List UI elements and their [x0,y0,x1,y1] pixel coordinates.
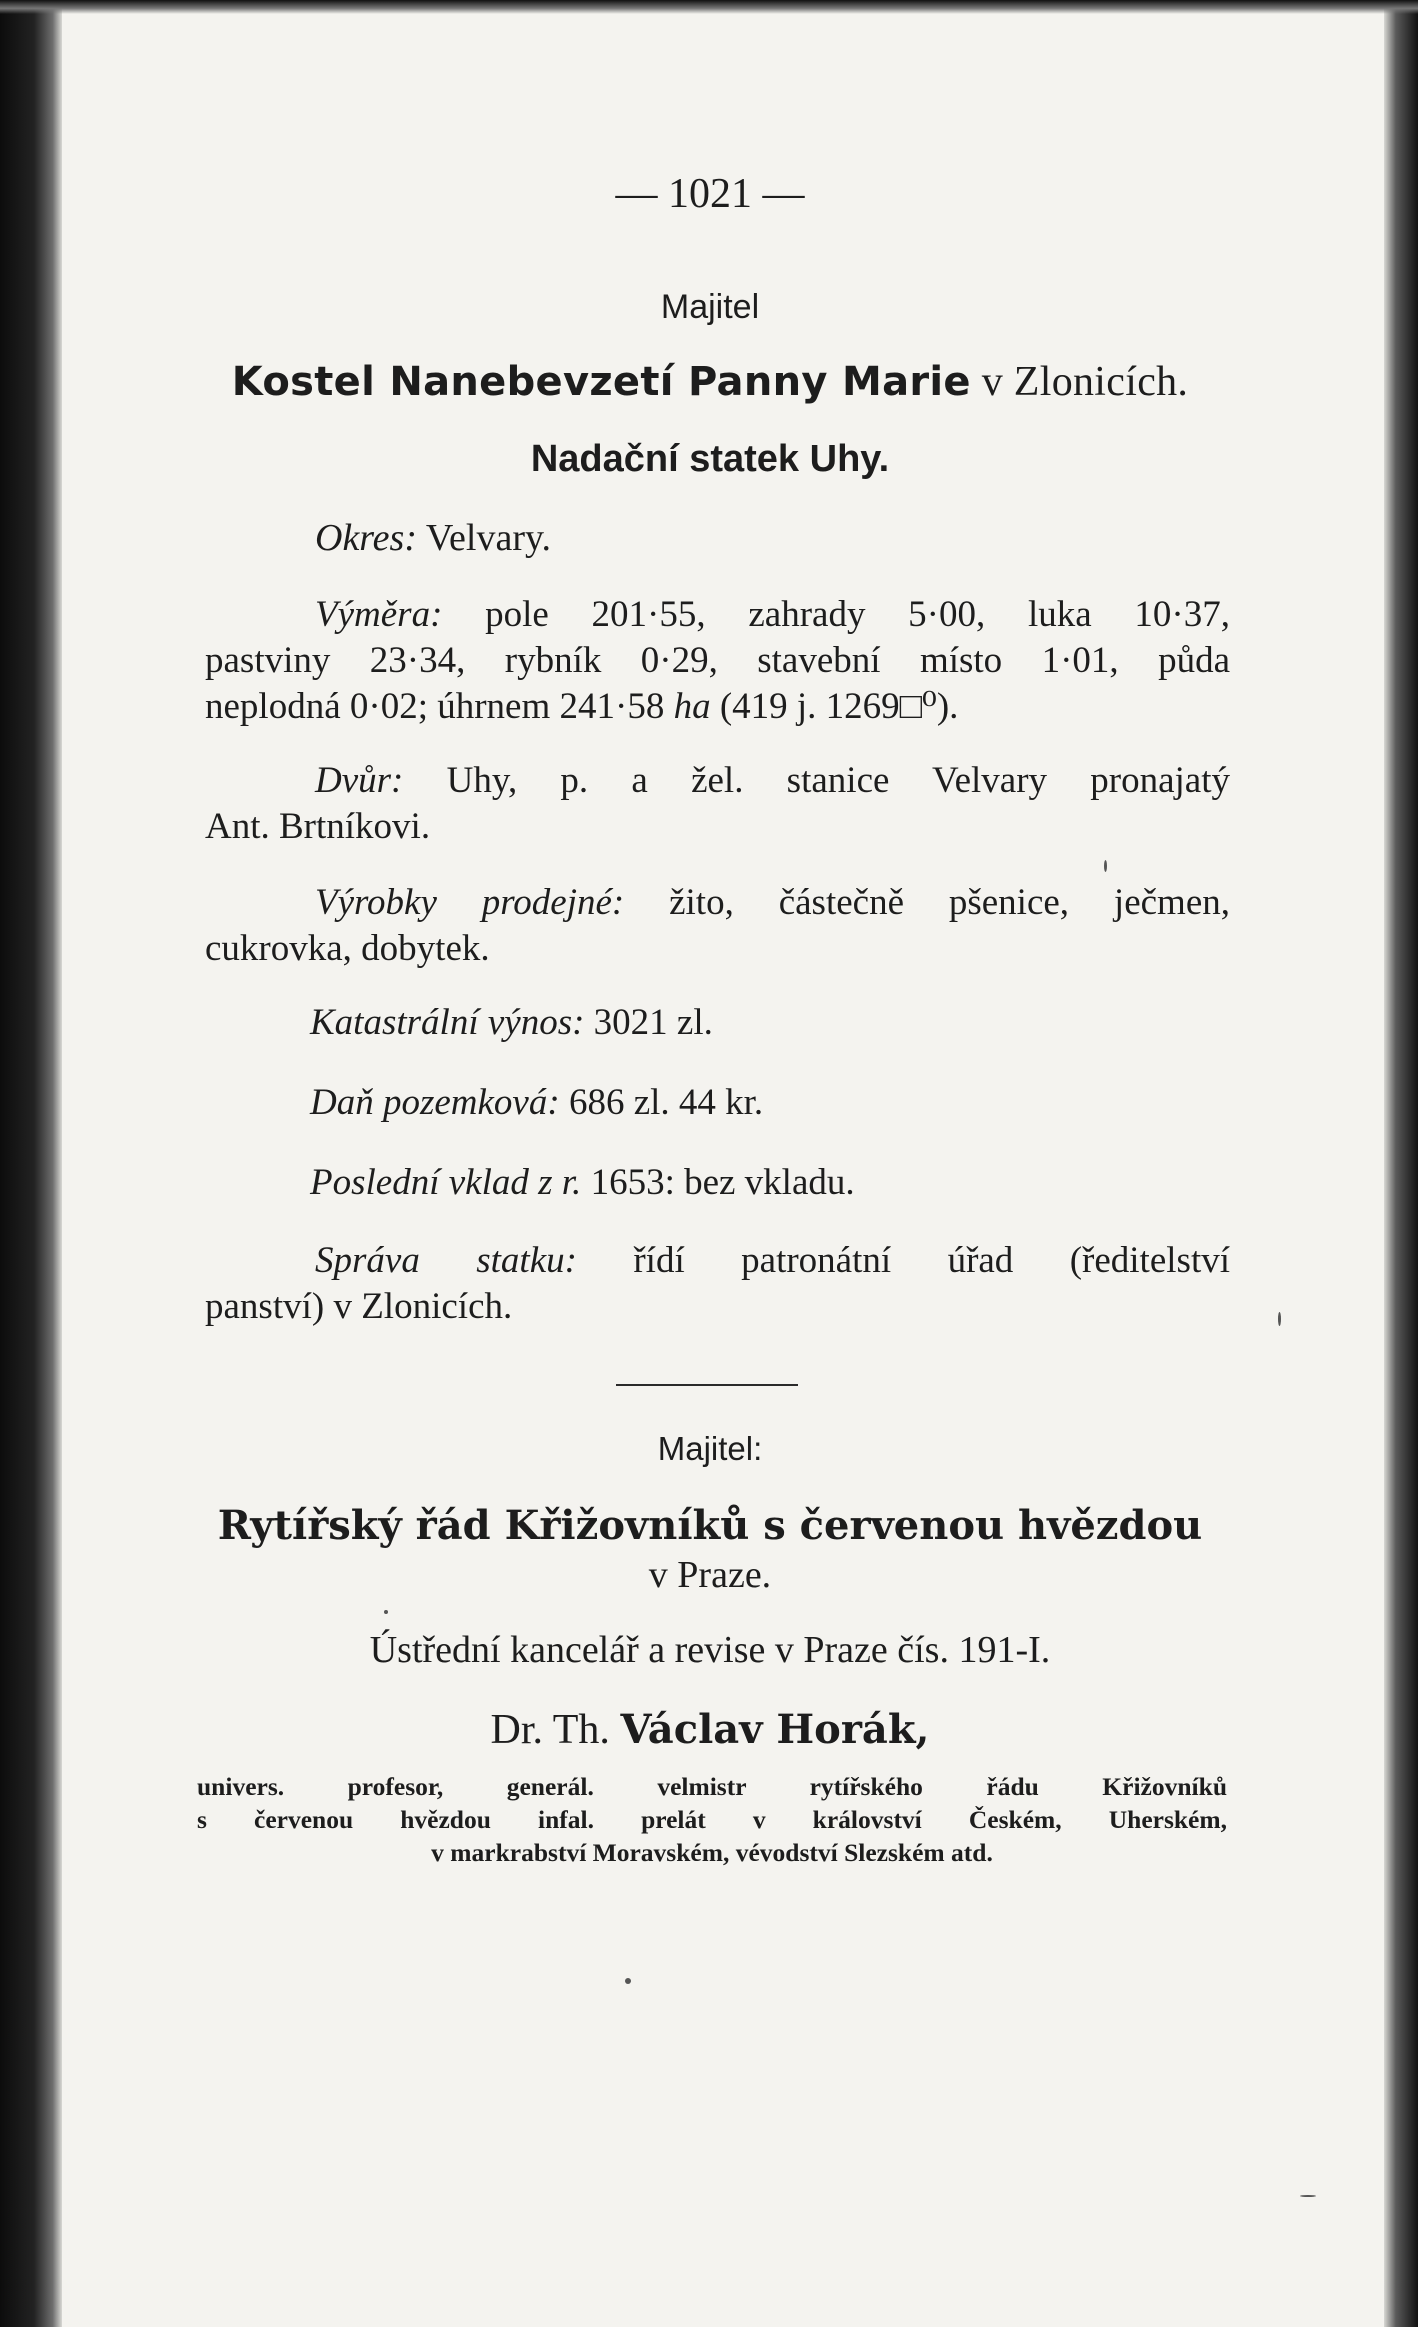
vklad-value: 1653: bez vkladu. [590,1162,855,1203]
section-divider [616,1384,798,1386]
scan-edge-left [0,0,62,2327]
vyrobky-paragraph [205,880,1230,972]
owner-label-2: Majitel: [657,1430,763,1467]
dvur-paragraph [205,758,1230,850]
owner-name: Kostel Nanebevzetí Panny Marie [231,359,971,405]
dvur-line-1 [205,758,1230,804]
scan-speck [1278,1312,1281,1326]
scan-edge-right [1384,0,1418,2327]
katastr-label: Katastrální výnos: [310,1002,585,1043]
office-line: Ústřední kancelář a revise v Praze čís. 191-I. [369,1629,1051,1671]
vklad-line [310,1160,1335,1206]
vyrobky-text-1: žito, částečně pšenice, ječmen, [669,882,1231,923]
vymera-line-3 [205,684,1230,730]
scan-speck [1104,860,1107,872]
scan-edge-top [0,0,1418,14]
scan-speck [384,1610,388,1614]
vymera-text-1: pole 201·55, zahrady 5·00, luka 10·37, [485,594,1230,635]
vklad-label: Poslední vklad z r. [310,1162,582,1203]
vyrobky-line-1 [205,880,1230,926]
dan-value: 686 zl. 44 kr. [568,1082,764,1123]
dan-label: Daň pozemková: [310,1082,560,1123]
scan-speck [1300,2195,1316,2197]
person-name: Václav Horák, [620,1706,930,1753]
page-number: — 1021 — [615,171,805,217]
sprava-label: Správa statku: [315,1240,577,1281]
owner-label: Majitel [660,288,760,326]
okres-label: Okres: [315,517,417,559]
sprava-text-1: řídí patronátní úřad (ředitelství [633,1240,1231,1281]
desc-line-3: v markrabství Moravském, vévodství Slezském atd. [431,1838,993,1867]
katastr-value: 3021 zl. [593,1002,713,1043]
dvur-line-2: Ant. Brtníkovi. [205,806,431,847]
dvur-text-1: Uhy, p. a žel. stanice Velvary pronajatý [446,760,1231,801]
person-line [200,1706,1220,1754]
scan-speck [625,1978,631,1984]
vymera-unit: ha [673,686,711,727]
owner-heading-2 [150,1502,1270,1549]
okres-line [315,515,1340,561]
desc-line-2: s červenou hvězdou infal. prelát v království Českém, Uherském, [197,1805,1227,1834]
owner-heading [200,358,1220,406]
owner-place: v Zlonicích. [981,359,1189,405]
person-title: Dr. Th. [490,1707,610,1753]
vyrobky-label: Výrobky prodejné: [315,882,625,923]
vyrobky-line-2: cukrovka, dobytek. [205,928,490,969]
sprava-line-1 [205,1238,1230,1284]
vymera-text-3a: neplodná 0·02; úhrnem 241·58 [205,686,665,727]
dvur-label: Dvůr: [315,760,404,801]
owner-name-2: Rytířský řád Křižovníků s červenou hvězdou [217,1502,1203,1549]
okres-value: Velvary. [425,517,552,559]
sprava-paragraph [205,1238,1230,1330]
dan-line [310,1080,1335,1126]
sprava-line-2: panství) v Zlonicích. [205,1286,513,1327]
owner-place-2: v Praze. [648,1554,772,1596]
person-description [197,1770,1227,1869]
estate-name: Nadační statek Uhy. [530,438,890,480]
vymera-line-1 [205,592,1230,638]
desc-line-1: univers. profesor, generál. velmistr rytířského řádu Křižovníků [197,1772,1227,1801]
vymera-paragraph [205,592,1230,730]
vymera-label: Výměra: [315,594,443,635]
vymera-line-2: pastviny 23·34, rybník 0·29, stavební místo 1·01, půda [205,640,1230,681]
vymera-text-3b: (419 j. 1269□⁰). [719,686,959,727]
katastr-line [310,1000,1335,1046]
